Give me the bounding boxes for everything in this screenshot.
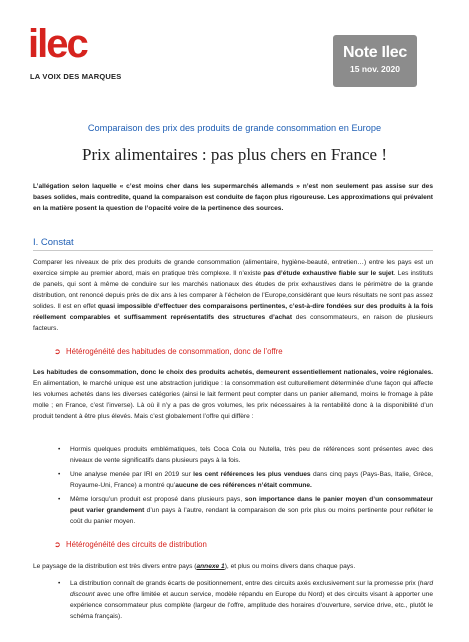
habitudes-paragraph: Les habitudes de consommation, donc le choix des produits achetés, demeurent essentiellement nationales, voire régionales. En alimentation, le marché unique est une abstraction juridique : la consommation est culturellement déterminée d’une façon qui affecte les volumes achetés dans les diverses catégories (ainsi le lait ferment peut compter dans un panier allemand, moins le fromage à pâte molle ; en France, c’est l’inverse). Là où il n’y a pas de gros volumes, les prix nécessaires à la rentabilité donc à la disponibilité d’un produit tendent à être plus élevés. Mais c’est globalement l’offre qui diffère :: [33, 369, 433, 420]
logo-wordmark: ilec: [28, 22, 87, 66]
list-item: • Une analyse menée par IRI en 2019 sur les cent références les plus vendues dans cinq pays (Pays-Bas, Italie, Grèce, Royaume-Uni, France) a montré qu’aucune de ces références n’était commune.: [56, 469, 433, 491]
ilec-logo: [28, 22, 138, 84]
list-item: • Hormis quelques produits emblématiques, tels Coca Cola ou Nutella, très peu de références sont présentes avec des niveaux de vente significatifs dans plusieurs pays à la fois.: [56, 444, 433, 466]
section-divider: [33, 250, 433, 251]
note-title: Note Ilec: [343, 44, 407, 61]
note-badge: [333, 35, 417, 87]
intro-paragraph: L’allégation selon laquelle « c’est moins cher dans les supermarchés allemands » n’est non seulement pas assise sur des bases solides, mais contredite, quand la comparaison est conduite de façon plus rigoureuse. Les approximations qui prévalent en la matière posent la question de l’opacité voire de la pertinence des sources.: [33, 183, 433, 212]
subheading-circuits: ➲ Hétérogénéité des circuits de distribution: [54, 540, 207, 549]
list-item: • La distribution connaît de grands écarts de positionnement, entre des circuits axés exclusivement sur la promesse prix (hard discount avec une offre limitée et aucun service, modèle répandu en Europe du Nord) et des circuits visant à apporter une expérience consommateur plus complète (largeur de l’offre, amplitude des horaires d’ouverture, service drive, etc., plutôt le schéma français).: [56, 578, 433, 622]
constat-paragraph: Comparer les niveaux de prix des produits de grande consommation (alimentaire, hygiène-beauté, entretien…) entre les pays est un exercice simple au premier abord, mais en pratique très complexe. Il n’existe pas d’étude exhaustive fiable sur le sujet. Les instituts de panels, qui sont à même de conduire sur les marchés nationaux des études de prix exhaustives dans le périmètre de la grande distribution, ont renoncé depuis près de dix ans à les comparer à l’échelon de l’Europe,considérant que leurs résultats ne sont pas assez solides. Il est en effet quasi impossible d’effectuer des comparaisons pertinentes, c’est-à-dire fondées sur des produits à la fois réellement comparables et suffisamment représentatifs des structures d’achat des consommateurs, en raison de plusieurs facteurs.: [33, 259, 434, 332]
annexe-link[interactable]: annexe 1: [196, 563, 225, 570]
list-item: • Même lorsqu’un produit est proposé dans plusieurs pays, son importance dans le panier moyen d’un consommateur peut varier grandement d’un pays à l’autre, rendant la comparaison de son prix plus ou moins pertinente pour refléter le coût du panier moyen.: [56, 494, 433, 527]
circuits-paragraph: Le paysage de la distribution est très divers entre pays (annexe 1), et plus ou moins divers dans chaque pays.: [33, 563, 356, 570]
circuits-bullet-list: [56, 578, 433, 625]
arrow-icon: ➲: [54, 540, 61, 549]
document-title: Prix alimentaires : pas plus chers en France !: [82, 145, 387, 164]
arrow-icon: ➲: [54, 347, 61, 356]
document-subtitle: Comparaison des prix des produits de grande consommation en Europe: [87, 123, 382, 133]
subheading-habitudes: ➲ Hétérogénéité des habitudes de consommation, donc de l’offre: [54, 347, 283, 356]
habitudes-bullet-list: [56, 444, 433, 530]
logo-tagline: LA VOIX DES MARQUES: [30, 72, 122, 81]
section-heading-constat: I. Constat: [33, 237, 74, 248]
note-date: 15 nov. 2020: [350, 64, 400, 74]
